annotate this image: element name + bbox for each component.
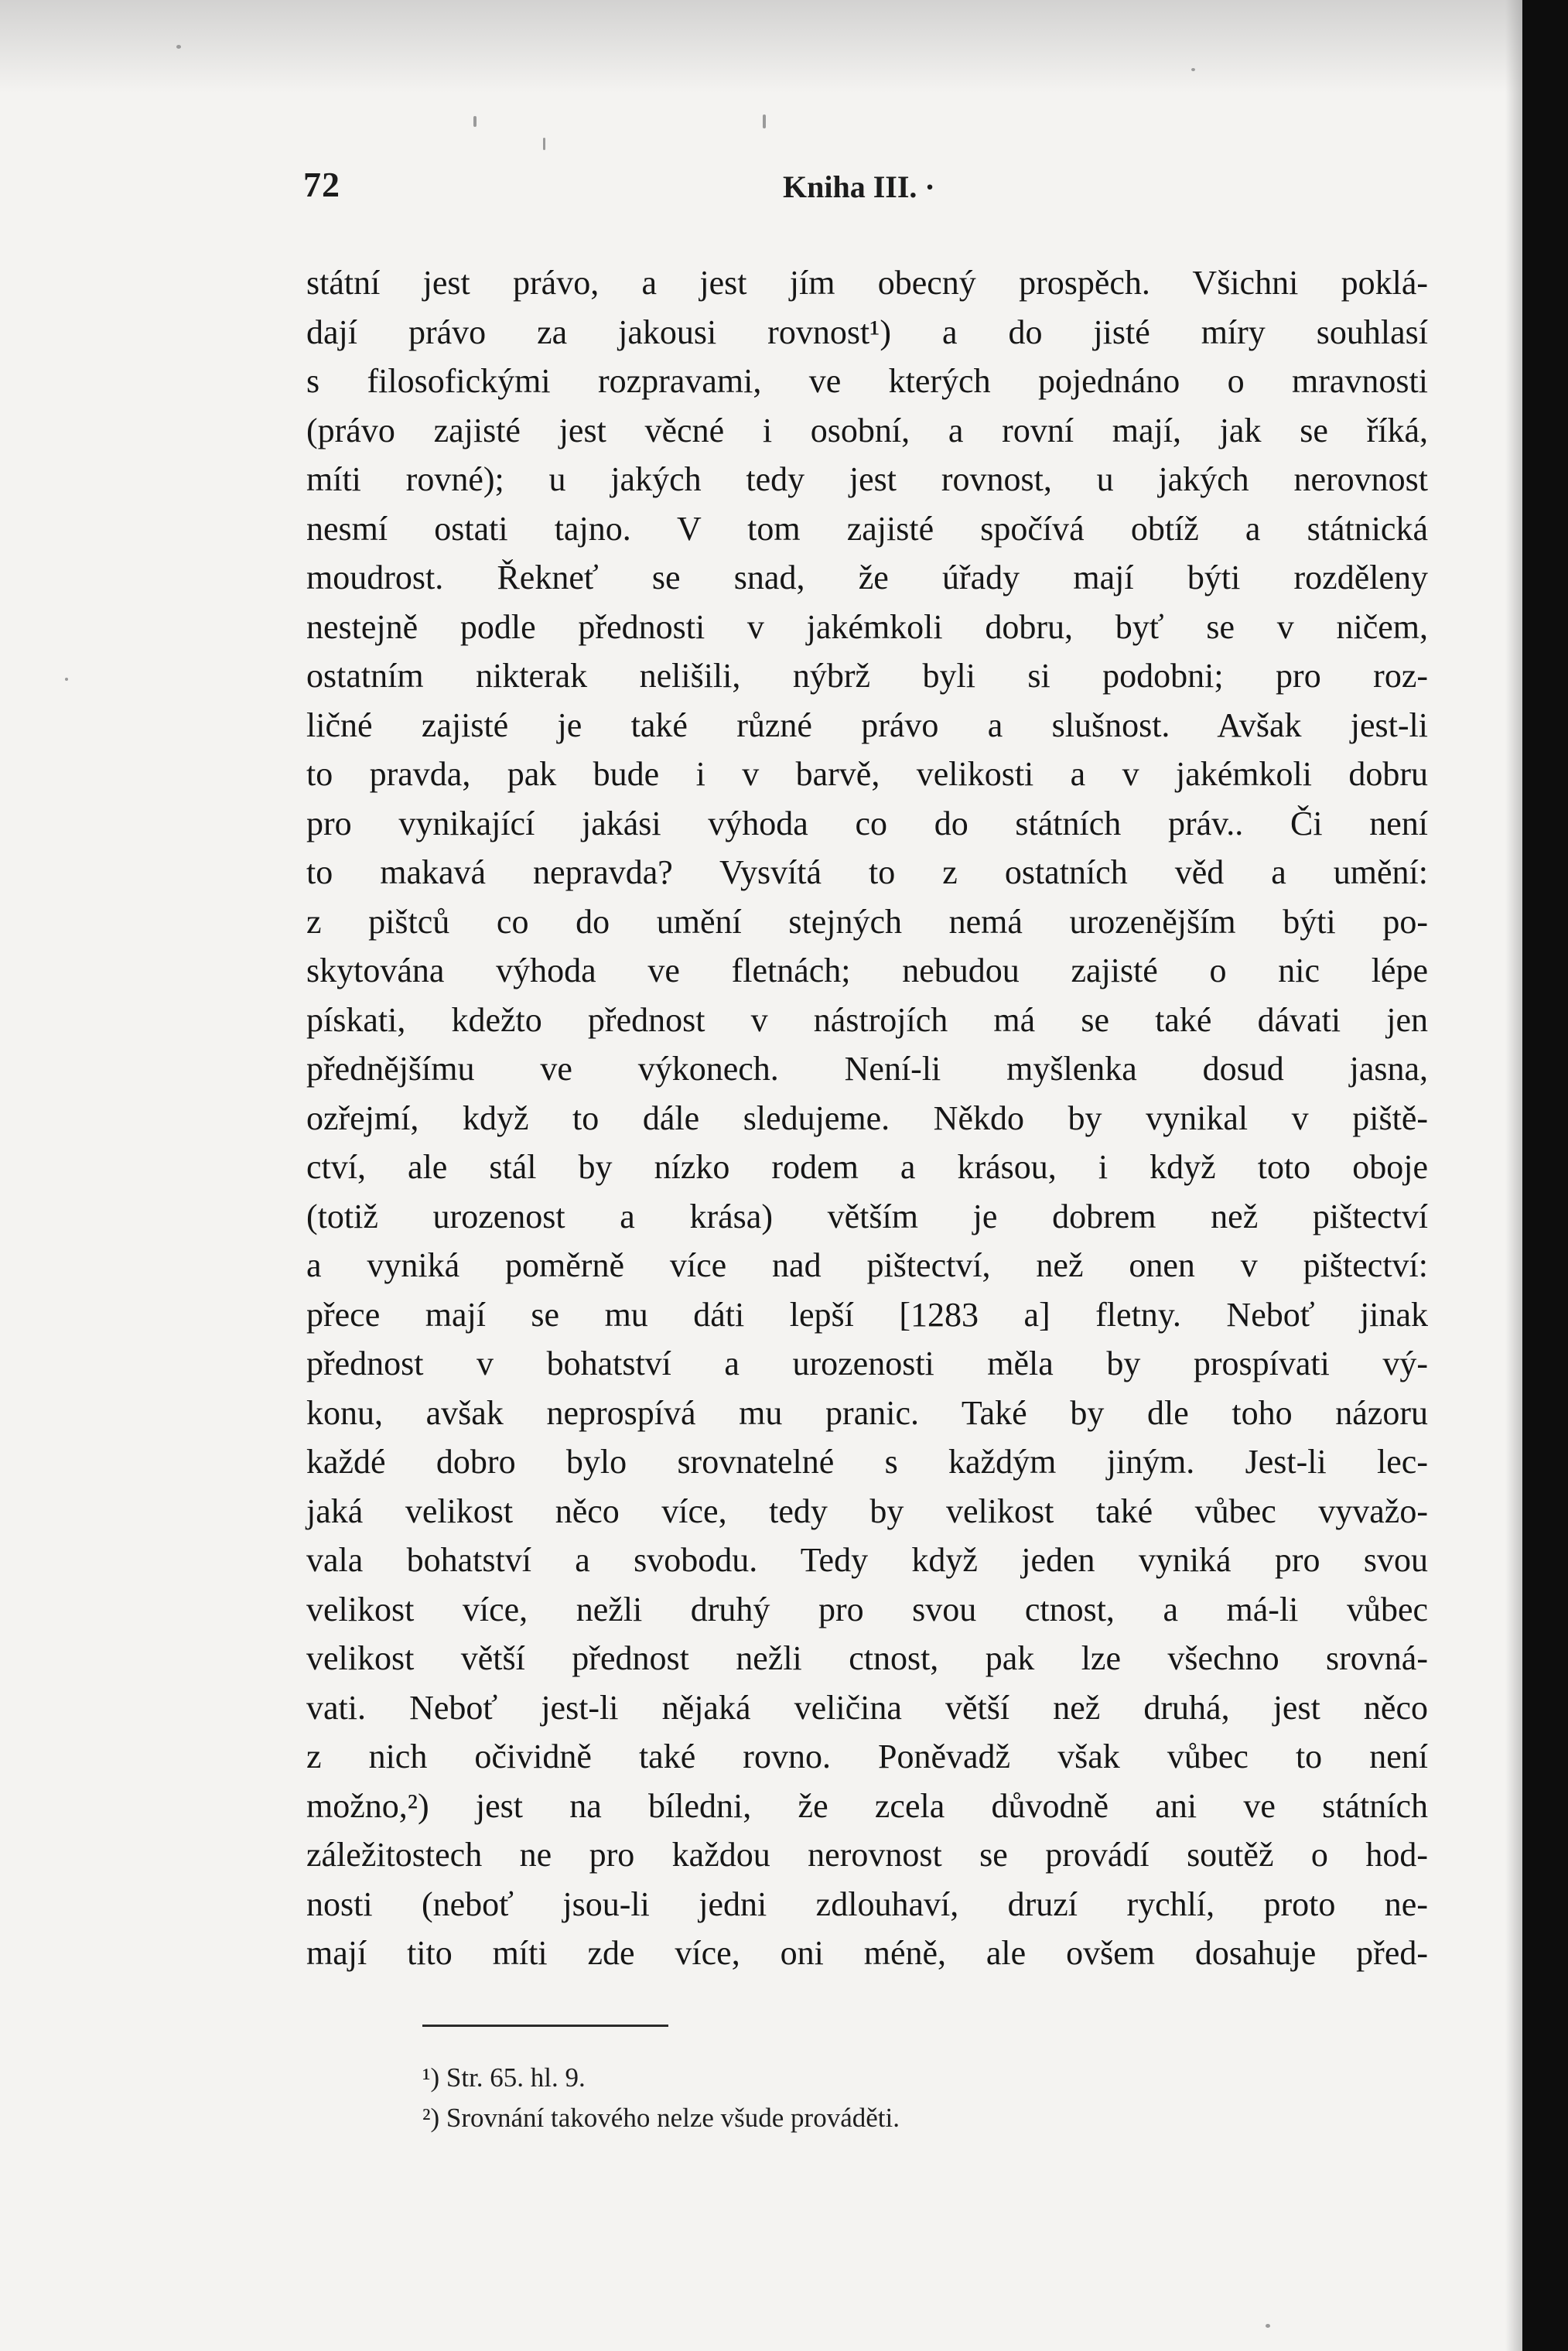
footnote-2: ²) Srovnání takového nelze všude prováděti. <box>422 2103 900 2133</box>
speck <box>1191 68 1195 71</box>
text-line: mají tito míti zde více, oni méně, ale ovšem dosahuje před- <box>306 1934 1428 1972</box>
speck <box>543 138 545 150</box>
text-line: ličné zajisté je také různé právo a slušnost. Avšak jest-li <box>306 706 1428 744</box>
scan-shadow-right <box>1505 0 1524 2351</box>
text-line: míti rovné); u jakých tedy jest rovnost, u jakých nerovnost <box>306 460 1428 498</box>
text-line: ctví, ale stál by nízko rodem a krásou, i když toto oboje <box>306 1148 1428 1186</box>
speck <box>763 114 766 128</box>
text-line: pískati, kdežto přednost v nástrojích má se také dávati jen <box>306 1000 1428 1039</box>
text-line: skytována výhoda ve fletnách; nebudou zajisté o nic lépe <box>306 952 1428 989</box>
text-line: vati. Neboť jest-li nějaká veličina větší než druhá, jest něco <box>306 1688 1428 1727</box>
text-line: záležitostech ne pro každou nerovnost se provádí soutěž o hod- <box>306 1836 1428 1874</box>
text-line: z nich očividně také rovno. Poněvadž však vůbec to není <box>306 1738 1428 1775</box>
text-line: z pištců co do umění stejných nemá urozenějším býti po- <box>306 902 1428 941</box>
text-line: ozřejmí, když to dále sledujeme. Někdo by vynikal v piště- <box>306 1099 1428 1137</box>
footnote-rule <box>422 2025 668 2027</box>
text-line: možno,²) jest na bíledni, že zcela důvodně ani ve státních <box>306 1786 1428 1825</box>
speck <box>473 116 477 127</box>
text-line: velikost více, nežli druhý pro svou ctnost, a má-li vůbec <box>306 1590 1428 1628</box>
text-line: velikost větší přednost nežli ctnost, pak lze všechno srovná- <box>306 1639 1428 1677</box>
text-line: (totiž urozenost a krása) větším je dobrem než pištectví <box>306 1197 1428 1235</box>
body-text <box>306 258 1428 1978</box>
text-line: ostatním nikterak nelišili, nýbrž byli si podobni; pro roz- <box>306 657 1428 695</box>
text-line: vala bohatství a svobodu. Tedy když jeden vyniká pro svou <box>306 1541 1428 1579</box>
text-line: pro vynikající jakási výhoda co do státních práv.. Či není <box>306 804 1428 842</box>
text-line: to makavá nepravda? Vysvítá to z ostatních věd a umění: <box>306 853 1428 891</box>
scan-shadow-top <box>0 0 1522 93</box>
speck <box>1266 2324 1270 2328</box>
text-line: každé dobro bylo srovnatelné s každým jiným. Jest-li lec- <box>306 1443 1428 1481</box>
text-line: (právo zajisté jest věcné i osobní, a rovní mají, jak se říká, <box>306 411 1428 449</box>
text-line: nesmí ostati tajno. V tom zajisté spočívá obtíž a státnická <box>306 509 1428 548</box>
speck <box>176 45 181 49</box>
text-line: s filosofickými rozpravami, ve kterých pojednáno o mravnosti <box>306 362 1428 400</box>
scan-dark-edge <box>1522 0 1568 2351</box>
text-line: přednějšímu ve výkonech. Není-li myšlenka dosud jasna, <box>306 1050 1428 1088</box>
text-line: konu, avšak neprospívá mu pranic. Také by dle toho názoru <box>306 1393 1428 1432</box>
footnote-1: ¹) Str. 65. hl. 9. <box>422 2062 586 2093</box>
text-line: a vyniká poměrně více nad pištectví, než onen v pištectví: <box>306 1246 1428 1284</box>
speck <box>65 678 68 681</box>
text-line: nosti (neboť jsou-li jedni zdlouhaví, druzí rychlí, proto ne- <box>306 1885 1428 1923</box>
footnotes <box>422 2058 900 2138</box>
text-line: přednost v bohatství a urozenosti měla by prospívati vý- <box>306 1345 1428 1382</box>
text-line: to pravda, pak bude i v barvě, velikosti a v jakémkoli dobru <box>306 755 1428 793</box>
running-head: Kniha III. · <box>783 169 935 204</box>
page-number: 72 <box>303 165 340 204</box>
text-line: přece mají se mu dáti lepší [1283 a] fletny. Neboť jinak <box>306 1295 1428 1334</box>
text-line: nestejně podle přednosti v jakémkoli dobru, byť se v ničem, <box>306 607 1428 646</box>
text-line: dají právo za jakousi rovnost¹) a do jisté míry souhlasí <box>306 313 1428 351</box>
text-line: jaká velikost něco více, tedy by velikost také vůbec vyvažo- <box>306 1492 1428 1530</box>
text-line: státní jest právo, a jest jím obecný prospěch. Všichni poklá- <box>306 264 1428 302</box>
text-line: moudrost. Řekneť se snad, že úřady mají býti rozděleny <box>306 559 1428 596</box>
